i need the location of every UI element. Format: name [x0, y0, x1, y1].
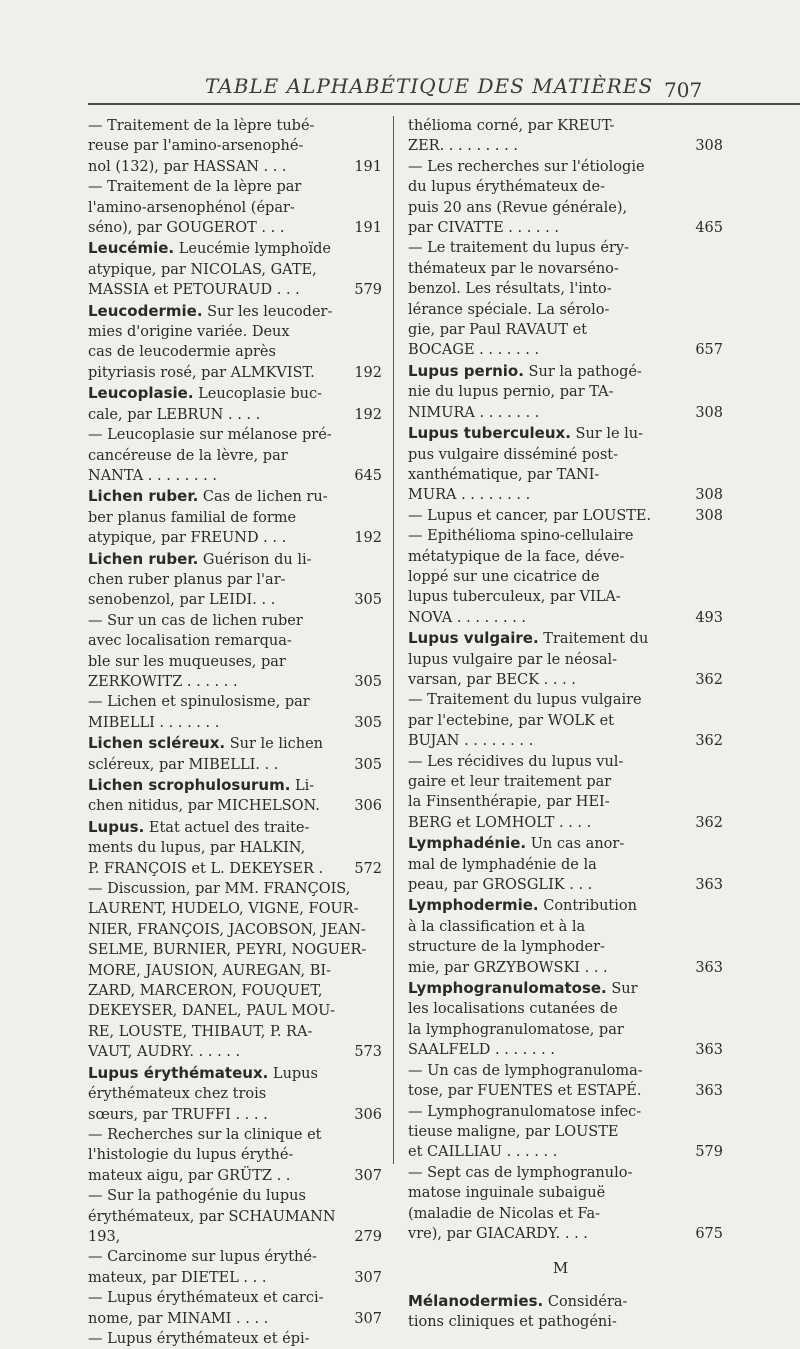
entry-line: VAUT, AUDRY. . . . . .: [88, 1044, 241, 1061]
index-entry: [408, 1061, 723, 1102]
entry-page-number: 363: [695, 877, 723, 894]
entry-line: mies d'origine variée. Deux: [88, 324, 290, 341]
entry-line: — Lichen et spinulosisme, par: [88, 694, 310, 711]
entry-page-number: 305: [354, 673, 382, 690]
entry-line: Leucodermie. Sur les leucoder-: [88, 301, 333, 320]
entry-line: lupus tuberculeux, par VILA-: [408, 589, 621, 606]
entry-line: Leucoplasie. Leucoplasie buc-: [88, 384, 323, 403]
entry-line: — Les recherches sur l'étiologie: [408, 158, 645, 175]
entry-line: sœurs, par TRUFFI . . . .: [88, 1106, 268, 1123]
entry-line: reuse par l'amino-arsenophé-: [88, 138, 304, 155]
entry-page-number: 305: [354, 592, 382, 609]
entry-line: tieuse maligne, par LOUSTE: [408, 1123, 619, 1140]
entry-line: atypique, par FREUND . . .: [88, 530, 287, 547]
entry-line: Lichen ruber. Guérison du li-: [88, 549, 312, 568]
entry-page-number: 362: [695, 733, 723, 750]
entry-line: 193,: [88, 1228, 121, 1245]
entry-line: lupus vulgaire par le néosal-: [408, 651, 618, 668]
entry-line: métatypique de la face, déve-: [408, 548, 625, 565]
entry-line: chen ruber planus par l'ar-: [88, 571, 286, 588]
left-column: [88, 116, 382, 1349]
index-entry: [88, 879, 382, 1063]
index-entry: [408, 1163, 723, 1245]
index-entry: [88, 486, 382, 548]
entry-page-number: 279: [354, 1228, 382, 1245]
entry-line: l'histologie du lupus érythé-: [88, 1147, 294, 1164]
entry-page-number: 493: [695, 609, 723, 626]
entry-page-number: 465: [695, 220, 723, 237]
entry-line: nol (132), par HASSAN . . .: [88, 158, 287, 175]
entry-page-number: 363: [695, 1083, 723, 1100]
entry-line: Lichen scrophulosurum. Li-: [88, 776, 315, 794]
entry-line: loppé sur une cicatrice de: [408, 568, 600, 585]
entry-line: DEKEYSER, DANEL, PAUL MOU-: [88, 1003, 336, 1020]
entry-line: cas de leucodermie après: [88, 344, 276, 361]
entry-line: RE, LOUSTE, THIBAUT, P. RA-: [88, 1023, 313, 1040]
index-entry: [88, 1247, 382, 1288]
entry-line: les localisations cutanées de: [408, 1001, 618, 1018]
index-entry: [88, 1186, 382, 1247]
entry-line: benzol. Les résultats, l'into-: [408, 281, 612, 298]
index-entry: [88, 425, 382, 486]
entry-line: thémateux par le novarséno-: [408, 260, 619, 277]
entry-line: chen nitidus, par MICHELSON.: [88, 798, 320, 815]
entry-line: — Sept cas de lymphogranulo-: [408, 1164, 633, 1181]
entry-line: xanthématique, par TANI-: [408, 466, 600, 483]
entry-line: thélioma corné, par KREUT-: [408, 118, 615, 134]
index-entry: [88, 301, 382, 384]
entry-page-number: 191: [354, 220, 382, 237]
entry-line: NANTA . . . . . . . .: [88, 467, 217, 484]
index-entry: [408, 628, 723, 690]
index-entry: [88, 383, 382, 425]
entry-line: Lichen ruber. Cas de lichen ru-: [88, 487, 328, 506]
entry-line: matose inguinale subaiguë: [408, 1185, 606, 1202]
entry-line: Lichen scléreux. Sur le lichen: [88, 734, 324, 753]
entry-line: nie du lupus pernio, par TA-: [408, 384, 614, 401]
entry-page-number: 657: [695, 342, 723, 359]
entry-page-number: 306: [354, 798, 382, 815]
entry-line: — Leucoplasie sur mélanose pré-: [88, 427, 332, 444]
entry-line: pityriasis rosé, par ALMKVIST.: [88, 364, 315, 381]
entry-line: structure de la lymphoder-: [408, 939, 605, 956]
entry-line: séno), par GOUGEROT . . .: [88, 220, 285, 237]
entry-line: lérance spéciale. La sérolo-: [408, 301, 610, 318]
entry-page-number: 308: [695, 507, 723, 524]
column-divider: [393, 116, 394, 1164]
entry-line: — Les récidives du lupus vul-: [408, 753, 624, 770]
entry-page-number: 191: [354, 158, 382, 175]
entry-line: Lymphogranulomatose. Sur: [408, 979, 638, 998]
page-number: 707: [664, 78, 703, 102]
entry-line: — Lymphogranulomatose infec-: [408, 1103, 642, 1120]
entry-line: scléreux, par MIBELLI. . .: [88, 756, 279, 773]
entry-line: vre), par GIACARDY. . . .: [408, 1225, 588, 1242]
entry-line: SELME, BURNIER, PEYRI, NOGUER-: [88, 942, 367, 959]
entry-page-number: 308: [695, 138, 723, 155]
entry-line: pus vulgaire disséminé post-: [408, 446, 619, 463]
entry-line: — Le traitement du lupus éry-: [408, 240, 629, 257]
entry-line: Lupus tuberculeux. Sur le lu-: [408, 424, 644, 443]
entry-line: NIMURA . . . . . . .: [408, 404, 540, 421]
entry-line: Lupus érythémateux. Lupus: [88, 1063, 318, 1082]
index-entry: [88, 238, 382, 300]
index-entry: [408, 423, 723, 506]
entry-line: érythémateux chez trois: [88, 1086, 267, 1103]
entry-line: ments du lupus, par HALKIN,: [88, 840, 306, 857]
entry-line: ble sur les muqueuses, par: [88, 653, 286, 670]
entry-line: peau, par GROSGLIK . . .: [408, 877, 593, 894]
index-entry: [408, 361, 723, 423]
index-entry: [88, 611, 382, 693]
index-entry: [408, 895, 723, 978]
entry-page-number: 675: [695, 1225, 723, 1242]
entry-line: ber planus familial de forme: [88, 509, 297, 526]
entry-page-number: 363: [695, 959, 723, 976]
index-entry: [408, 690, 723, 751]
entry-page-number: 192: [354, 364, 382, 381]
entry-line: ZER. . . . . . . . .: [408, 138, 518, 155]
page-header: [0, 66, 800, 106]
index-entry: [88, 692, 382, 733]
entry-line: — Epithélioma spino-cellulaire: [408, 528, 634, 545]
entry-line: mie, par GRZYBOWSKI . . .: [408, 959, 608, 976]
entry-line: SAALFELD . . . . . . .: [408, 1042, 555, 1059]
entry-line: NOVA . . . . . . . .: [408, 609, 527, 626]
index-entry: [408, 752, 723, 834]
entry-line: par l'ectebine, par WOLK et: [408, 712, 614, 729]
entry-line: NIER, FRANÇOIS, JACOBSON, JEAN-: [88, 921, 366, 938]
entry-line: senobenzol, par LEIDI. . .: [88, 592, 276, 609]
entry-line: — Traitement de la lèpre par: [88, 179, 302, 196]
entry-line: par CIVATTE . . . . . .: [408, 220, 559, 237]
entry-page-number: 308: [695, 487, 723, 504]
entry-line: — Carcinome sur lupus érythé-: [88, 1249, 317, 1266]
entry-line: ZARD, MARCERON, FOUQUET,: [88, 983, 323, 1000]
entry-line: mateux aigu, par GRÜTZ . .: [88, 1167, 291, 1184]
entry-page-number: 307: [354, 1269, 382, 1286]
entry-page-number: 192: [354, 530, 382, 547]
index-entry: [88, 775, 382, 817]
entry-line: BOCAGE . . . . . . .: [408, 342, 540, 359]
entry-page-number: 307: [354, 1310, 382, 1327]
entry-line: Lupus pernio. Sur la pathogé-: [408, 361, 642, 380]
index-entry: [408, 833, 723, 895]
index-entry: [408, 1291, 713, 1333]
index-entry: [408, 526, 723, 628]
entry-line: — Recherches sur la clinique et: [88, 1126, 322, 1143]
index-entry: [88, 817, 382, 879]
entry-line: Mélanodermies. Considéra-: [408, 1291, 628, 1310]
entry-line: cale, par LEBRUN . . . .: [88, 406, 261, 423]
entry-line: gie, par Paul RAVAUT et: [408, 322, 588, 339]
entry-line: mal de lymphadénie de la: [408, 856, 597, 873]
index-entry: [88, 1329, 372, 1349]
entry-line: — Lupus érythémateux et épi-: [88, 1330, 310, 1347]
entry-line: — Traitement du lupus vulgaire: [408, 692, 642, 709]
entry-page-number: 363: [695, 1042, 723, 1059]
entry-line: LAURENT, HUDELO, VIGNE, FOUR-: [88, 901, 359, 918]
entry-line: MURA . . . . . . . .: [408, 487, 531, 504]
index-entry: [88, 177, 382, 238]
index-entry: [88, 1288, 382, 1329]
entry-line: érythémateux, par SCHAUMANN: [88, 1208, 336, 1225]
index-entry: [408, 1102, 723, 1163]
entry-line: Lupus vulgaire. Traitement du: [408, 629, 649, 648]
entry-line: mateux, par DIETEL . . .: [88, 1269, 267, 1286]
entry-line: BUJAN . . . . . . . .: [408, 733, 534, 750]
index-entry: [408, 116, 723, 157]
entry-line: MASSIA et PETOURAUD . . .: [88, 282, 300, 299]
entry-line: gaire et leur traitement par: [408, 774, 612, 790]
entry-line: atypique, par NICOLAS, GATE,: [88, 261, 317, 278]
index-entry: [88, 1125, 382, 1186]
entry-page-number: 362: [695, 671, 723, 688]
entry-line: — Traitement de la lèpre tubé-: [88, 118, 315, 134]
entry-line: la lymphogranulomatose, par: [408, 1021, 624, 1038]
index-entry: [408, 157, 723, 239]
entry-line: à la classification et à la: [408, 918, 586, 935]
entry-page-number: 645: [354, 467, 382, 484]
entry-line: cancéreuse de la lèvre, par: [88, 447, 288, 464]
entry-line: — Lupus et cancer, par LOUSTE.: [408, 507, 652, 524]
entry-line: P. FRANÇOIS et L. DEKEYSER .: [88, 860, 324, 877]
entry-line: (maladie de Nicolas et Fa-: [408, 1205, 601, 1222]
entry-line: — Sur un cas de lichen ruber: [88, 612, 303, 629]
entry-line: BERG et LOMHOLT . . . .: [408, 814, 592, 831]
entry-line: tions cliniques et pathogéni-: [408, 1314, 617, 1331]
right-column: [408, 116, 723, 1333]
entry-page-number: 308: [695, 404, 723, 421]
entry-line: nome, par MINAMI . . . .: [88, 1310, 269, 1327]
entry-line: Lymphadénie. Un cas anor-: [408, 834, 625, 853]
entry-line: MORE, JAUSION, AUREGAN, BI-: [88, 962, 331, 979]
entry-page-number: 572: [354, 860, 382, 877]
entry-line: tose, par FUENTES et ESTAPÉ.: [408, 1083, 642, 1100]
entry-line: — Sur la pathogénie du lupus: [88, 1188, 306, 1205]
entry-line: du lupus érythémateux de-: [408, 179, 606, 196]
entry-line: — Lupus érythémateux et carci-: [88, 1290, 324, 1307]
entry-page-number: 579: [354, 282, 382, 299]
page-title: TABLE ALPHABÉTIQUE DES MATIÈRES: [205, 74, 654, 98]
entry-line: la Finsenthérapie, par HEI-: [408, 794, 610, 811]
entry-line: — Discussion, par MM. FRANÇOIS,: [88, 881, 351, 898]
entry-line: Lupus. Etat actuel des traite-: [88, 817, 310, 836]
entry-line: Lymphodermie. Contribution: [408, 896, 637, 915]
index-entry: [88, 116, 382, 177]
entry-line: MIBELLI . . . . . . .: [88, 714, 220, 731]
entry-page-number: 306: [354, 1106, 382, 1123]
index-entry: [408, 238, 723, 360]
header-rule: [88, 103, 800, 105]
entry-page-number: 362: [695, 814, 723, 831]
index-entry: [88, 1063, 382, 1125]
entry-line: varsan, par BECK . . . .: [408, 671, 576, 688]
entry-page-number: 305: [354, 714, 382, 731]
entry-line: Leucémie. Leucémie lymphoïde: [88, 239, 331, 258]
entry-line: et CAILLIAU . . . . . .: [408, 1144, 558, 1161]
entry-line: — Un cas de lymphogranuloma-: [408, 1062, 643, 1079]
entry-page-number: 579: [695, 1144, 723, 1161]
entry-page-number: 573: [354, 1044, 382, 1061]
index-entry: [88, 549, 382, 611]
index-entry: [88, 733, 382, 775]
entry-page-number: 192: [354, 406, 382, 423]
entry-line: puis 20 ans (Revue générale),: [408, 199, 628, 216]
section-letter: M: [552, 1259, 569, 1278]
index-entry: [408, 978, 723, 1061]
entry-line: avec localisation remarqua-: [88, 633, 292, 650]
entry-page-number: 307: [354, 1167, 382, 1184]
entry-page-number: 305: [354, 756, 382, 773]
entry-line: ZERKOWITZ . . . . . .: [88, 673, 238, 690]
index-entry: [408, 506, 723, 526]
entry-line: l'amino-arsenophénol (épar-: [88, 199, 295, 216]
